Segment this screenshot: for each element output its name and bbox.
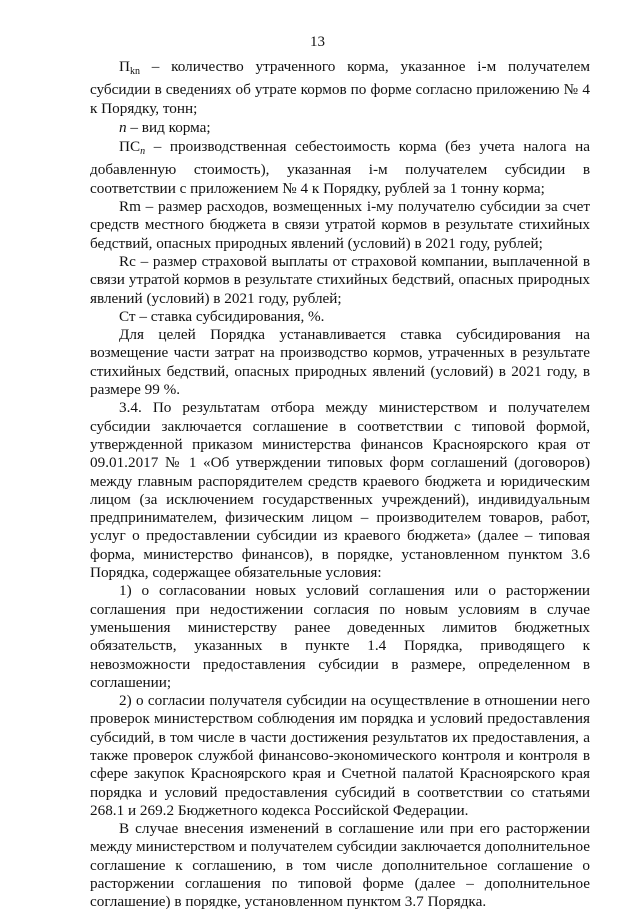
symbol-variable: n: [119, 118, 127, 136]
paragraph-text: – вид корма;: [126, 118, 211, 136]
paragraph-formula-psn: [90, 138, 590, 198]
symbol-subscript: kn: [129, 66, 140, 77]
paragraph-section-3-4: 3.4. По результатам отбора между министерством и получателем субсидии заключается соглашение в соответствии с типовой формой, утвержденной приказом министерства финансов Красноярского края от 09.01.2017 № 1 «Об утверждении типовых форм соглашений (договоров) между главным распорядителем средств краевого бюджета и юридическим лицом (за исключением государственных учреждений), индивидуальным предпринимателем, физическим лицом – производителем товаров, работ, услуг о предоставлении субсидии из краевого бюджета» (далее – типовая форма, министерство финансов), в порядке, установленном пунктом 3.6 Порядка, содержащее обязательные условия:: [90, 399, 590, 582]
paragraph-formula-pkn: [90, 58, 590, 118]
paragraph-formula-rc: Rс – размер страховой выплаты от страховой компании, выплаченной в связи утратой кормов в результате стихийных бедствий, опасных природных явлений (условий) в 2021 году, рублей;: [90, 252, 590, 307]
symbol-base: П: [119, 58, 130, 75]
paragraph-condition-2: 2) о согласии получателя субсидии на осуществление в отношении него проверок министерством соблюдения им порядка и условий предоставления субсидий, в том числе в части достижения результатов их предоставления, а также проверок службой финансово-экономического контроля и контроля в сфере закупок Красноярского края и Счетной палатой Красноярского края порядка и условий предоставления субсидий в соответствии со статьями 268.1 и 269.2 Бюджетного кодекса Российской Федерации.: [90, 692, 590, 819]
page-number: 13: [310, 34, 325, 50]
symbol-base: ПС: [119, 138, 141, 156]
paragraph-formula-n: [90, 119, 590, 137]
paragraph-amendments: В случае внесения изменений в соглашение или при его расторжении между министерством и получателем субсидии заключается дополнительное соглашение к соглашению, в том числе дополнительное соглашение о расторжении соглашения по типовой форме (далее – дополнительное соглашение) в порядке, установленном пунктом 3.7 Порядка.: [90, 820, 590, 911]
paragraph-text: – производственная себестоимость корма (без учета налога на добавленную стоимость), указанная i-м получателем субсидии в соответствии с приложением № 4 к Порядку, рублей за 1 тонну корма;: [90, 138, 590, 197]
document-body: [90, 58, 590, 912]
paragraph-formula-st: Ст – ставка субсидирования, %.: [119, 307, 325, 325]
paragraph-formula-rm: Rm – размер расходов, возмещенных i-му получателю субсидии за счет средств местного бюджета в связи утратой кормов в результате стихийных бедствий, опасных природных явлений (условий) в 2021 году, рублей;: [90, 198, 590, 252]
paragraph-subsidy-rate: Для целей Порядка устанавливается ставка субсидирования на возмещение части затрат на производство кормов, утраченных в результате стихийных бедствий, опасных природных явлений (условий) в 2021 году, в размере 99 %.: [90, 326, 590, 399]
paragraph-condition-1: 1) о согласовании новых условий соглашения или о расторжении соглашения при недостижении согласия по новым условиям в случае уменьшения министерству ранее доведенных лимитов бюджетных обязательств, указанных в пункте 1.4 Порядка, приводящего к невозможности предоставления субсидии в размере, определенном в соглашении;: [90, 582, 590, 691]
paragraph-text: – количество утраченного корма, указанное i-м получателем субсидии в сведениях об утрате кормов по форме согласно приложению № 4 к Порядку, тонн;: [90, 58, 590, 117]
symbol-subscript: n: [140, 146, 146, 158]
